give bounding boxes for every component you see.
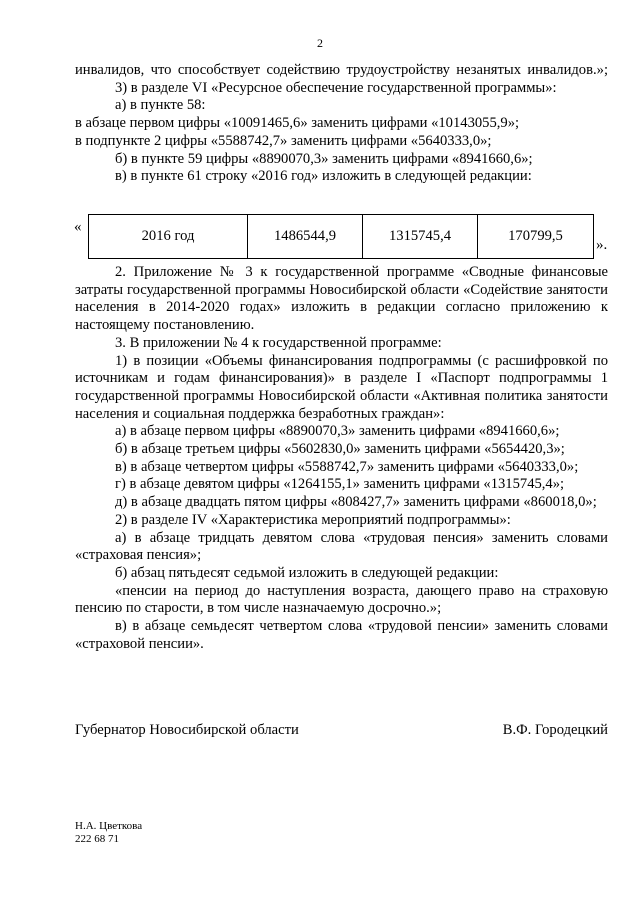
close-quote: ». [596, 237, 608, 253]
table-cell-year: 2016 год [89, 215, 248, 259]
paragraph: 3. В приложении № 4 к государственной программе: [115, 334, 442, 351]
paragraph: 2. Приложение № 3 к государственной программе «Сводные финансовые затраты государственной программы Новосибирской области «Содействие занятости населения в 2014-2020 годах» изложить в редакции согласно приложению к настоящему постановлению. [75, 264, 608, 334]
paragraph: 2) в разделе IV «Характеристика мероприятий подпрограммы»: [115, 511, 511, 528]
paragraph: 3) в разделе VI «Ресурсное обеспечение государственной программы»: [115, 79, 557, 96]
executor-name: Н.А. Цветкова [75, 820, 143, 832]
open-quote: « [74, 219, 82, 235]
paragraph: д) в абзаце двадцать пятом цифры «808427,7» заменить цифрами «860018,0»; [115, 494, 597, 511]
table-cell: 170799,5 [478, 215, 594, 259]
paragraph: 1) в позиции «Объемы финансирования подпрограммы (с расшифровкой по источникам и годам финансирования)» в разделе I «Паспорт подпрограммы 1 государственной программы Новосибирской области «Активная политика занятости населения и социальная поддержка безработных граждан»: [75, 352, 608, 422]
paragraph: «пенсии на период до наступления возраста, дающего право на страховую пенсию по старости, в том числе назначаемую досрочно.»; [75, 582, 608, 617]
amendments-block-1 [75, 62, 608, 186]
paragraph: в) в абзаце четвертом цифры «5588742,7» заменить цифрами «5640333,0»; [115, 458, 579, 475]
paragraph: б) в абзаце третьем цифры «5602830,0» заменить цифрами «5654420,3»; [115, 441, 565, 458]
page-number: 2 [317, 36, 323, 50]
paragraph: а) в пункте 58: [115, 97, 206, 114]
paragraph: в подпункте 2 цифры «5588742,7» заменить цифрами «5640333,0»; [75, 132, 492, 149]
paragraph: в абзаце первом цифры «10091465,6» заменить цифрами «10143055,9»; [75, 115, 520, 132]
executor-phone: 222 68 71 [75, 833, 119, 845]
paragraph: в) в пункте 61 строку «2016 год» изложить в следующей редакции: [115, 168, 532, 185]
paragraph: а) в абзаце первом цифры «8890070,3» заменить цифрами «8941660,6»; [115, 423, 560, 440]
signatory-position: Губернатор Новосибирской области [75, 722, 299, 738]
table-cell: 1486544,9 [248, 215, 363, 259]
paragraph: б) в пункте 59 цифры «8890070,3» заменить цифрами «8941660,6»; [115, 150, 533, 167]
financing-table [88, 214, 594, 259]
amendments-block-2 [75, 264, 608, 653]
paragraph-text: инвалидов, что способствует содействию трудоустройству незанятых инвалидов.»; [75, 62, 608, 78]
paragraph: г) в абзаце девятом цифры «1264155,1» заменить цифрами «1315745,4»; [115, 476, 565, 493]
table-row [89, 215, 594, 259]
paragraph [75, 62, 608, 80]
paragraph: а) в абзаце тридцать девятом слова «трудовая пенсия» заменить словами «страховая пенсия»; [75, 529, 608, 564]
table-cell: 1315745,4 [363, 215, 478, 259]
signatory-name: В.Ф. Городецкий [502, 722, 608, 738]
paragraph: в) в абзаце семьдесят четвертом слова «трудовой пенсии» заменить словами «страховой пенсии». [75, 618, 608, 652]
executor-info [75, 820, 142, 846]
paragraph: б) абзац пятьдесят седьмой изложить в следующей редакции: [115, 564, 499, 581]
